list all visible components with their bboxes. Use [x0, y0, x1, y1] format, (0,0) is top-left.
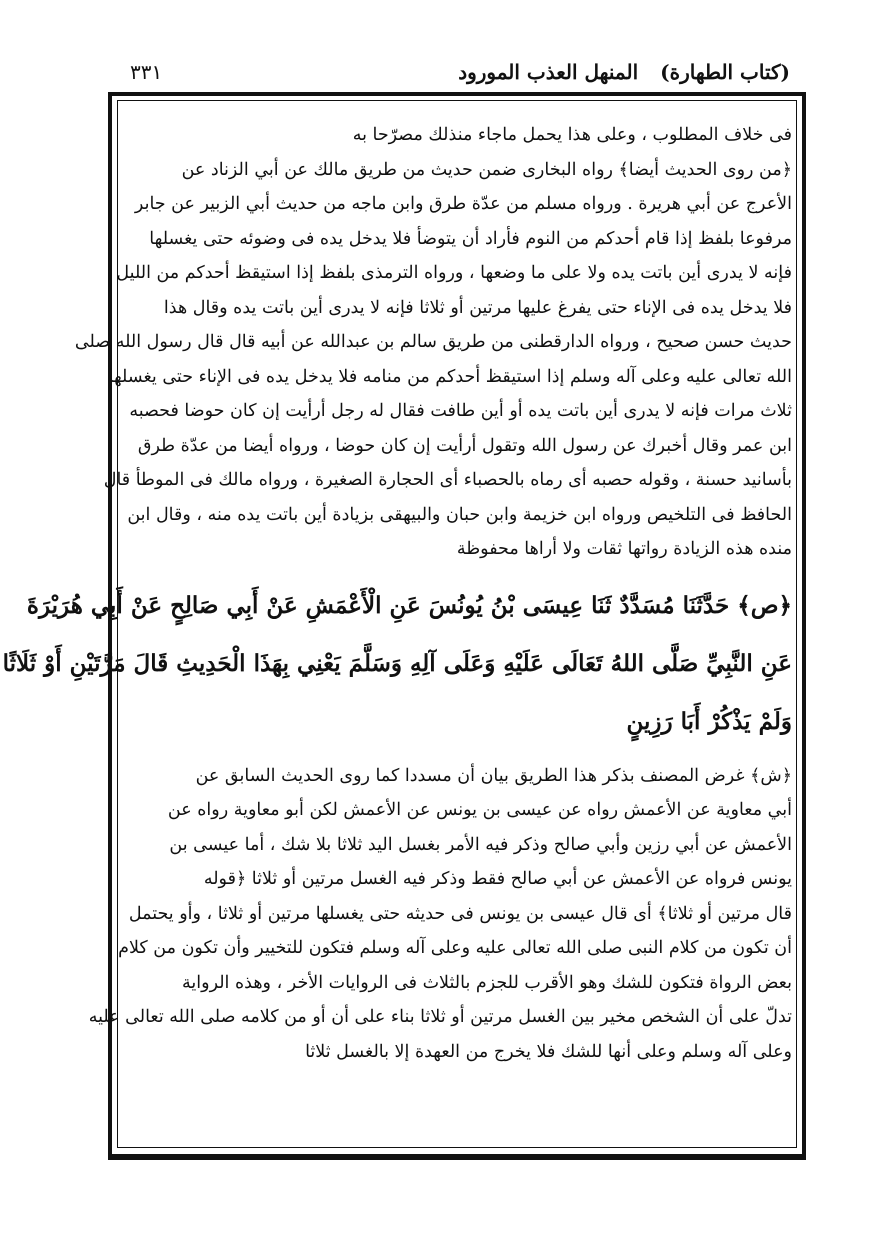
text-line: حديث حسن صحيح ، ورواه الدارقطنى من طريق سالم بن عبدالله عن أبيه قال قال رسول الله صلى — [74, 332, 792, 352]
text-line: قال مرتين أو ثلاثا﴾ أى قال عيسى بن يونس فى حديثه حتى يغسلها مرتين أو ثلاثا ، وأو يحتمل — [128, 903, 792, 924]
hadith-line: ﴿ص﴾ حَدَّثَنَا مُسَدَّدٌ ثَنَا عِيسَى بْنُ يُونُسَ عَنِ الْأَعْمَشِ عَنْ أَبِي صَالِحٍ عَنْ أَبِي هُرَيْرَةَ — [26, 591, 792, 619]
header-titles — [458, 60, 790, 84]
commentary-block-2 — [88, 759, 792, 1070]
text-line: ابن عمر وقال أخبرك عن رسول الله وتقول أرأيت إن كان حوضا ، ورواه أيضا من عدّة طرق — [137, 435, 792, 456]
chapter-title: (كتاب الطهارة) — [660, 60, 790, 84]
hadith-line: عَنِ النَّبِيِّ صَلَّى اللهُ تَعَالَى عَلَيْهِ وَعَلَى آلِهِ وَسَلَّمَ يَعْنِي بِهَذَا الْحَدِيثِ قَالَ مَرَّتَيْنِ أَوْ ثَلَاثًا — [2, 649, 792, 677]
text-line: منده هذه الزيادة رواتها ثقات ولا أراها محفوظة — [456, 539, 792, 559]
hadith-line: وَلَمْ يَذْكُرْ أَبَا رَزِينٍ — [626, 707, 792, 735]
book-title: المنهل العذب المورود — [458, 60, 639, 84]
text-line: بأسانيد حسنة ، وقوله حصبه أى رماه بالحصباء أى الحجارة الصغيرة ، ورواه مالك فى الموطأ قال — [103, 470, 792, 490]
text-line: ثلاث مرات فإنه لا يدرى أين باتت يده أو أين طافت فقال له رجل أرأيت إن كان حوضا فحصبه — [129, 401, 792, 421]
commentary-block-1 — [74, 118, 792, 567]
page-body — [2, 118, 792, 1069]
text-line: فى خلاف المطلوب ، وعلى هذا يحمل ماجاء منذلك مصرّحا به — [352, 125, 792, 145]
page-header — [130, 52, 790, 92]
text-line: الأعرج عن أبي هريرة . ورواه مسلم من عدّة طرق وابن ماجه من حديث أبي الزبير عن جابر — [134, 194, 792, 214]
text-line: وعلى آله وسلم وعلى أنها للشك فلا يخرج من العهدة إلا بالغسل ثلاثا — [305, 1041, 792, 1062]
text-line: الأعمش عن أبي رزين وأبي صالح وذكر فيه الأمر بغسل اليد ثلاثا بلا شك ، أما عيسى بن — [169, 834, 792, 855]
page-number: ٣٣١ — [130, 60, 163, 84]
text-line: تدلّ على أن الشخص مخير بين الغسل مرتين أو ثلاثا بناء على أن أو من كلامه صلى الله تعالى عليه — [88, 1007, 792, 1027]
text-line: فإنه لا يدرى أين باتت يده ولا على ما وضعها ، ورواه الترمذى بلفظ إذا استيقظ أحدكم من الليل — [116, 263, 792, 283]
text-line: فلا يدخل يده فى الإناء حتى يفرغ عليها مرتين أو ثلاثا فإنه لا يدرى أين باتت يده وقال هذا — [163, 297, 792, 318]
text-line: بعض الرواة فتكون للشك وهو الأقرب للجزم بالثلاث فى الروايات الأخر ، وهذه الرواية — [182, 972, 792, 993]
text-line: أبي معاوية عن الأعمش رواه عن عيسى بن يونس عن الأعمش لكن أبو معاوية رواه عن — [167, 800, 792, 820]
text-line: يونس فرواه عن الأعمش عن أبي صالح فقط وذكر فيه الغسل مرتين أو ثلاثا ﴿قوله — [203, 869, 792, 889]
text-line: أن تكون من كلام النبى صلى الله تعالى عليه وعلى آله وسلم فتكون للتخيير وأن تكون من كلام — [118, 938, 792, 958]
text-line: الحافظ فى التلخيص ورواه ابن خزيمة وابن حبان والبيهقى بزيادة أين باتت يده منه ، وقال ابن — [127, 504, 792, 525]
text-line: ﴿من روى الحديث أيضا﴾ رواه البخارى ضمن حديث من طريق مالك عن أبي الزناد عن — [181, 159, 792, 180]
text-line: مرفوعا بلفظ إذا قام أحدكم من النوم فأراد أن يتوضأ فلا يدخل يده فى وضوئه حتى يغسلها — [149, 228, 792, 249]
text-line: الله تعالى عليه وعلى آله وسلم إذا استيقظ أحدكم من منامه فلا يدخل يده فى الإناء حتى يغسلها — [108, 366, 792, 387]
text-line: ﴿ش﴾ غرض المصنف بذكر هذا الطريق بيان أن مسددا كما روى الحديث السابق عن — [195, 765, 792, 786]
hadith-text-block — [2, 577, 792, 751]
